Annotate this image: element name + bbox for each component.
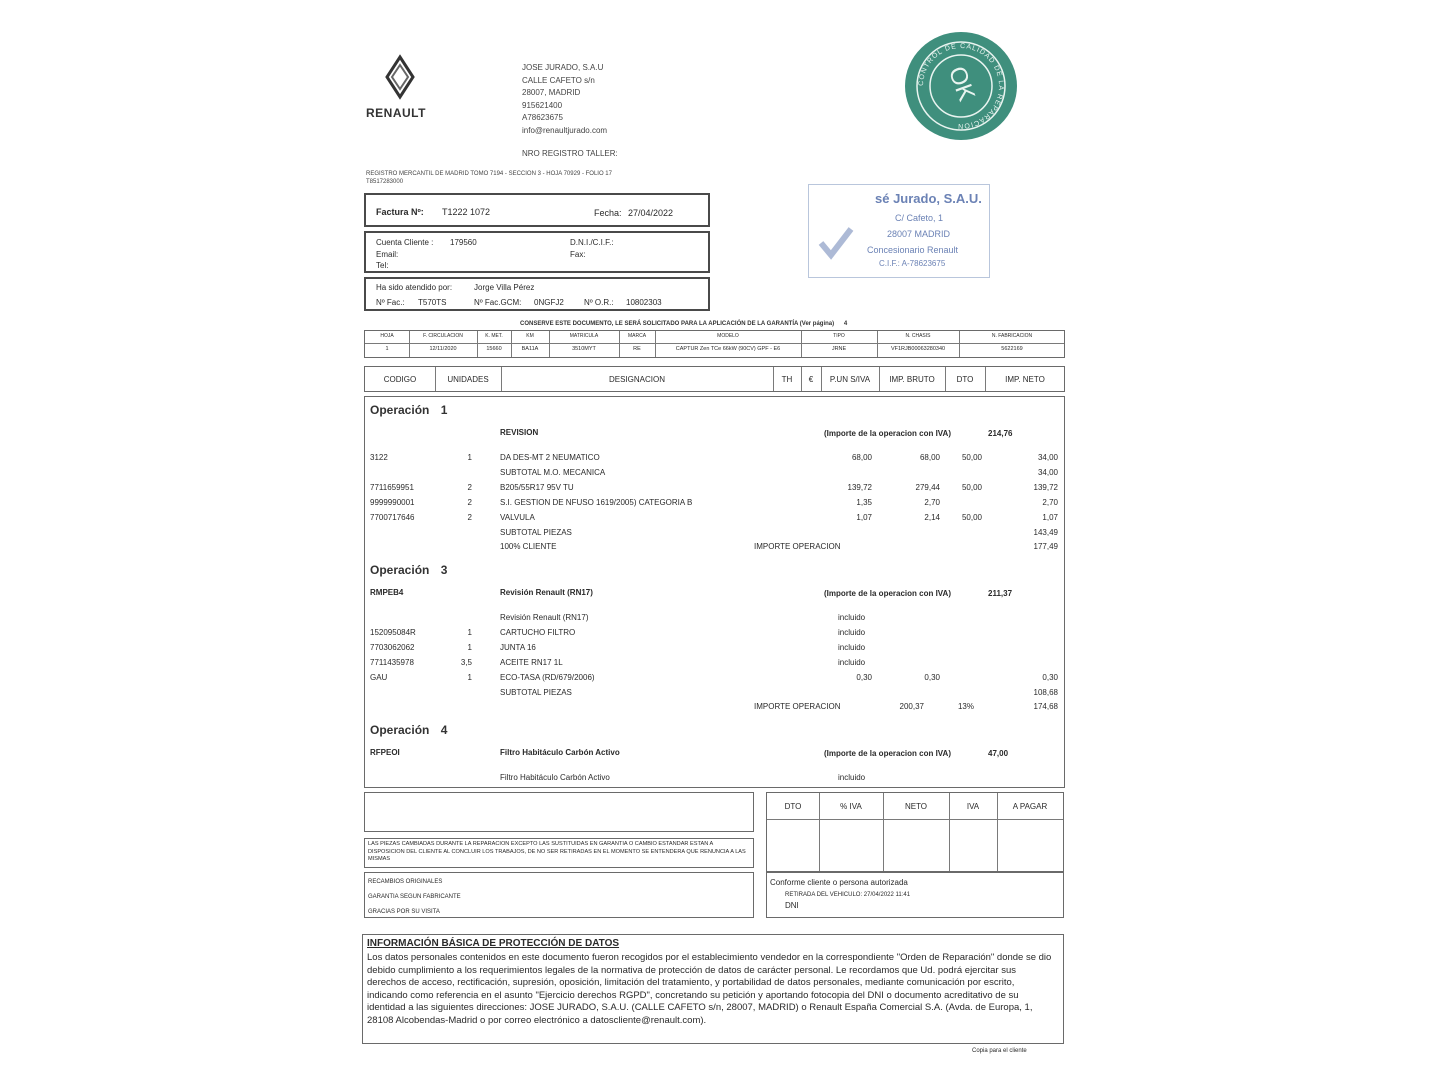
company-address: CALLE CAFETO s/n <box>522 75 595 85</box>
col-dto: DTO <box>956 375 974 384</box>
row-description: VALVULA <box>500 512 535 522</box>
renault-diamond-icon <box>366 52 436 102</box>
privacy-box <box>362 934 1064 1044</box>
row-operation-label: IMPORTE OPERACION <box>754 542 841 552</box>
dealer-stamp-street: C/ Cafeto, 1 <box>895 213 944 223</box>
row-gross: 2,70 <box>924 497 940 507</box>
vehicle-value-cell: 3510MYT <box>572 346 596 352</box>
fac-value: T570TS <box>418 298 447 307</box>
row-net: 0,30 <box>1042 672 1058 682</box>
col-code: CODIGO <box>383 375 417 384</box>
attended-by: Jorge Villa Pérez <box>474 283 535 292</box>
copy-note: Copia para el cliente <box>972 1048 1027 1054</box>
invoice-date-label: Fecha: <box>594 208 622 218</box>
row-unit-price: 0,30 <box>856 672 872 682</box>
dealer-stamp-city: 28007 MADRID <box>887 229 951 239</box>
row-code: 3122 <box>370 453 388 462</box>
operation-4-title <box>370 723 447 737</box>
footer-warranty: GARANTIA SEGUN FABRICANTE <box>368 894 461 900</box>
row-dto: 50,00 <box>961 512 982 522</box>
row-unit-price: 1,35 <box>856 497 872 507</box>
vehicle-value-cell: 5622169 <box>1001 346 1023 352</box>
operation-1-title <box>370 403 447 417</box>
row-included: incluido <box>838 657 866 667</box>
row-unit-price: 1,07 <box>856 512 872 522</box>
operation-3-name: Revisión Renault (RN17) <box>500 588 593 597</box>
parts-notice-box <box>364 838 754 868</box>
operation-4-row-desc: Filtro Habitáculo Carbón Activo <box>500 773 610 782</box>
renault-logo <box>366 52 436 122</box>
row-units: 1 <box>467 453 472 462</box>
registry-line-2: T8517283000 <box>366 179 404 185</box>
attended-box <box>364 277 710 311</box>
parts-notice: LAS PIEZAS CAMBIADAS DURANTE LA REPARACION EXCEPTO LAS SUSTITUIDAS EN GARANTIA O CAMBIO ESTANDAR ESTAN A DISPOSICION DEL CLIENTE AL CONCLUIR LOS TRABAJOS, DE NO SER RETIRADAS EN EL MOMENTO SE ENTENDERA QUE RENUNCIA A LAS MISMAS <box>368 841 746 862</box>
row-gross: 68,00 <box>919 453 940 462</box>
row-gross: 2,14 <box>924 512 940 522</box>
vehicle-header-cell: HOJA <box>380 333 394 339</box>
col-designation: DESIGNACION <box>608 375 665 384</box>
conformity-dni: DNI <box>785 901 799 910</box>
row-description: DA DES-MT 2 NEUMATICO <box>500 453 600 462</box>
row-unit-price: 68,00 <box>851 453 872 462</box>
invoice-date: 27/04/2022 <box>628 208 674 218</box>
row-description: 100% CLIENTE <box>500 542 557 552</box>
vehicle-header-cell: MODELO <box>717 333 739 339</box>
fac-label: Nº Fac.: <box>376 298 405 307</box>
row-description: ECO-TASA (RD/679/2006) <box>500 672 595 682</box>
company-city: 28007, MADRID <box>522 88 581 97</box>
col-units: UNIDADES <box>447 375 489 384</box>
col-gross: IMP. BRUTO <box>889 375 935 384</box>
invoice-number-label: Factura Nº: <box>376 207 424 217</box>
dealer-stamp-cif: C.I.F.: A-78623675 <box>879 259 946 268</box>
checkmark-icon <box>817 223 857 263</box>
row-code: 152095084R <box>370 627 416 637</box>
dealer-stamp <box>808 184 990 278</box>
totals-iva: IVA <box>966 802 980 811</box>
client-box <box>364 231 710 273</box>
operation-1-label: Operación <box>370 403 430 417</box>
col-net: IMP. NETO <box>1005 375 1045 384</box>
row-units: 2 <box>467 482 472 492</box>
privacy-body: Los datos personales contenidos en este documento fueron recogidos por el establecimiento vendedor en la correspondiente "Orden de Reparación" donde se dio debido cumplimiento a los requerimientos legales de la normativa de protección de datos de carácter personal. Le recordamos que Ud. podrá ejercitar sus derechos de acceso, rectificación, supresión, oposición, limitación del tratamiento, y portabilidad de datos personales, mediante comunicación por escrito, indicando como referencia en el asunto "Ejercicio derechos RGPD", concretando su petición y aportando fotocopia del DNI o documento acreditativo de su identidad a las siguientes direcciones: JOSE JURADO, S.A.U. (CALLE CAFETO s/n, 28007, MADRID) o Renault España Comercial S.A. (Avda. de Europa, 1, 28108 Alcobendas-Madrid o por correo electrónico a datoscliente@renault.com). <box>367 952 1052 1026</box>
company-cif: A78623675 <box>522 113 563 122</box>
row-description: S.I. GESTION DE NFUSO 1619/2005) CATEGORIA B <box>500 497 693 507</box>
row-units: 1 <box>467 672 472 682</box>
vehicle-header-cell: MARCA <box>627 333 647 339</box>
footer-original-parts: RECAMBIOS ORIGINALES <box>368 879 443 885</box>
vehicle-header-cell: KM <box>526 333 534 339</box>
operation-1-total: 214,76 <box>988 429 1013 438</box>
invoice-number-box <box>364 193 710 227</box>
totals-neto: NETO <box>904 802 928 811</box>
row-description: SUBTOTAL PIEZAS <box>500 527 572 537</box>
mercantile-registry <box>366 170 612 186</box>
dealer-stamp-name: sé Jurado, S.A.U. <box>875 191 982 206</box>
row-gross: 0,30 <box>924 672 940 682</box>
guarantee-note <box>520 320 847 328</box>
vehicle-value-cell: VF1RJB00063280340 <box>890 346 946 352</box>
totals-table <box>766 792 1064 872</box>
operation-4-total: 47,00 <box>988 749 1009 758</box>
row-included: incluido <box>838 613 866 622</box>
totals-pay: A PAGAR <box>1012 802 1048 811</box>
operation-4-code: RFPEOI <box>370 748 400 757</box>
operation-3-summary-dto: 13% <box>957 702 974 711</box>
client-email-label: Email: <box>376 250 399 259</box>
company-block <box>522 62 618 161</box>
row-net: 177,49 <box>1033 542 1058 552</box>
row-unit-price: 139,72 <box>847 482 872 492</box>
client-dni-label: D.N.I./C.I.F.: <box>570 238 614 247</box>
operation-3-code: RMPEB4 <box>370 588 404 597</box>
vehicle-value-cell: CAPTUR Zen TCe 66kW (90CV) GPF - E6 <box>675 346 781 352</box>
totals-pct-iva: % IVA <box>840 802 862 811</box>
row-gross: 279,44 <box>915 482 940 492</box>
row-dto: 50,00 <box>961 453 982 462</box>
vehicle-header-cell: F. CIRCULACION <box>423 333 463 339</box>
client-account-label: Cuenta Cliente : <box>376 238 434 247</box>
company-email: info@renaultjurado.com <box>522 125 608 135</box>
row-description: CARTUCHO FILTRO <box>500 627 576 637</box>
col-eur: € <box>808 375 814 384</box>
row-description: Revisión Renault (RN17) <box>500 613 589 622</box>
row-description: SUBTOTAL PIEZAS <box>500 687 572 697</box>
operation-3-title <box>370 563 447 577</box>
row-net: 108,68 <box>1033 687 1058 697</box>
row-net: 139,72 <box>1033 482 1058 492</box>
vehicle-value-cell: JRNE <box>831 346 847 352</box>
row-code: 9999990001 <box>370 497 415 507</box>
client-fax-label: Fax: <box>570 250 586 259</box>
row-code: 7700717646 <box>370 512 415 522</box>
row-code: 7711659951 <box>370 482 414 492</box>
privacy-title: INFORMACIÓN BÁSICA DE PROTECCIÓN DE DATOS <box>367 938 620 949</box>
company-name: JOSE JURADO, S.A.U <box>522 63 604 72</box>
row-dto: 50,00 <box>961 482 982 492</box>
operation-4-number: 4 <box>440 723 448 737</box>
row-units: 2 <box>467 512 472 522</box>
row-units: 3,5 <box>460 657 472 667</box>
operation-3-total-label: (Importe de la operacion con IVA) <box>824 589 951 598</box>
dealer-stamp-type: Concesionario Renault <box>867 245 959 255</box>
row-net: 1,07 <box>1042 512 1058 522</box>
conformity-pickup: RETIRADA DEL VEHICULO: 27/04/2022 11:41 <box>785 892 911 898</box>
notes-box <box>364 792 754 832</box>
vehicle-table <box>364 330 1065 358</box>
row-units: 1 <box>467 642 472 652</box>
or-value: 10802303 <box>626 298 662 307</box>
registry-line-1: REGISTRO MERCANTIL DE MADRID TOMO 7194 - SECCION 3 - HOJA 70929 - FOLIO 17 <box>366 171 612 177</box>
vehicle-value-cell: BA11A <box>521 346 539 352</box>
invoice-number: T1222 1072 <box>442 207 491 217</box>
row-included: incluido <box>838 642 866 652</box>
totals-dto: DTO <box>784 802 802 811</box>
client-tel-label: Tel: <box>376 261 389 270</box>
row-description: SUBTOTAL M.O. MECANICA <box>500 467 606 477</box>
row-description: ACEITE RN17 1L <box>500 657 563 667</box>
company-phone: 915621400 <box>522 100 563 110</box>
guarantee-note-page: 4 <box>843 321 848 327</box>
operation-3-label: Operación <box>370 563 430 577</box>
attended-by-label: Ha sido atendido por: <box>376 283 453 292</box>
operation-3-summary-label: IMPORTE OPERACION <box>754 702 841 711</box>
vehicle-value-cell: RE <box>633 346 641 352</box>
vehicle-value-cell: 1 <box>385 346 389 352</box>
row-description: B205/55R17 95V TU <box>500 482 574 492</box>
quality-ok-stamp <box>905 32 1017 140</box>
conformity-box <box>766 872 1064 918</box>
row-net: 34,00 <box>1037 467 1058 477</box>
operation-3-number: 3 <box>440 563 448 577</box>
row-net: 143,49 <box>1033 527 1058 537</box>
brand-name: RENAULT <box>366 106 426 120</box>
row-code: 7703062062 <box>370 642 415 652</box>
vehicle-header-cell: TIPO <box>833 333 845 339</box>
row-units: 2 <box>467 497 472 507</box>
or-label: Nº O.R.: <box>584 298 614 307</box>
vehicle-header-cell: N. FABRICACION <box>991 333 1033 339</box>
vehicle-header-cell: N. CHASIS <box>905 333 931 339</box>
row-description: JUNTA 16 <box>500 642 536 652</box>
ok-mark: OK <box>942 62 981 105</box>
vehicle-value-cell: 12/11/2020 <box>429 346 457 352</box>
workshop-registry: NRO REGISTRO TALLER: <box>522 149 618 158</box>
operation-4-name: Filtro Habitáculo Carbón Activo <box>500 748 620 757</box>
guarantee-note-text: CONSERVE ESTE DOCUMENTO, LE SERÁ SOLICITADO PARA LA APLICACIÓN DE LA GARANTÍA (Ver página) <box>520 321 835 327</box>
operation-4-total-label: (Importe de la operacion con IVA) <box>824 749 951 758</box>
row-code: GAU <box>370 672 388 682</box>
operation-4-row-included: incluido <box>838 773 866 782</box>
quality-ring-text: CONTROL DE CALIDAD DE LA REPARACION <box>917 42 1005 130</box>
vehicle-header-cell: K. MET. <box>485 333 503 339</box>
vehicle-header-cell: MATRICULA <box>569 333 599 339</box>
row-units: 1 <box>467 627 472 637</box>
row-net: 34,00 <box>1037 453 1058 462</box>
col-unit-price: P.UN S/IVA <box>829 375 871 384</box>
items-header <box>364 366 1065 392</box>
row-code: 7711435978 <box>370 657 414 667</box>
row-included: incluido <box>838 627 866 637</box>
operation-3-summary-net: 174,68 <box>1033 702 1058 711</box>
operation-4-label: Operación <box>370 723 430 737</box>
operation-1-name: REVISION <box>500 428 539 437</box>
row-net: 2,70 <box>1042 497 1058 507</box>
fac-gcm-label: Nº Fac.GCM: <box>474 298 522 307</box>
operation-3-summary-gross: 200,37 <box>899 702 924 711</box>
operation-1-number: 1 <box>440 403 448 417</box>
col-th: TH <box>781 375 793 384</box>
conformity-label: Conforme cliente o persona autorizada <box>770 878 908 887</box>
footer-left-box <box>364 872 754 918</box>
operation-1-total-label: (Importe de la operacion con IVA) <box>824 429 951 438</box>
footer-thanks: GRACIAS POR SU VISITA <box>368 909 440 915</box>
operation-3-total: 211,37 <box>988 589 1013 598</box>
vehicle-value-cell: 15660 <box>486 346 502 352</box>
fac-gcm-value: 0NGFJ2 <box>534 298 564 307</box>
client-account: 179560 <box>450 238 477 247</box>
